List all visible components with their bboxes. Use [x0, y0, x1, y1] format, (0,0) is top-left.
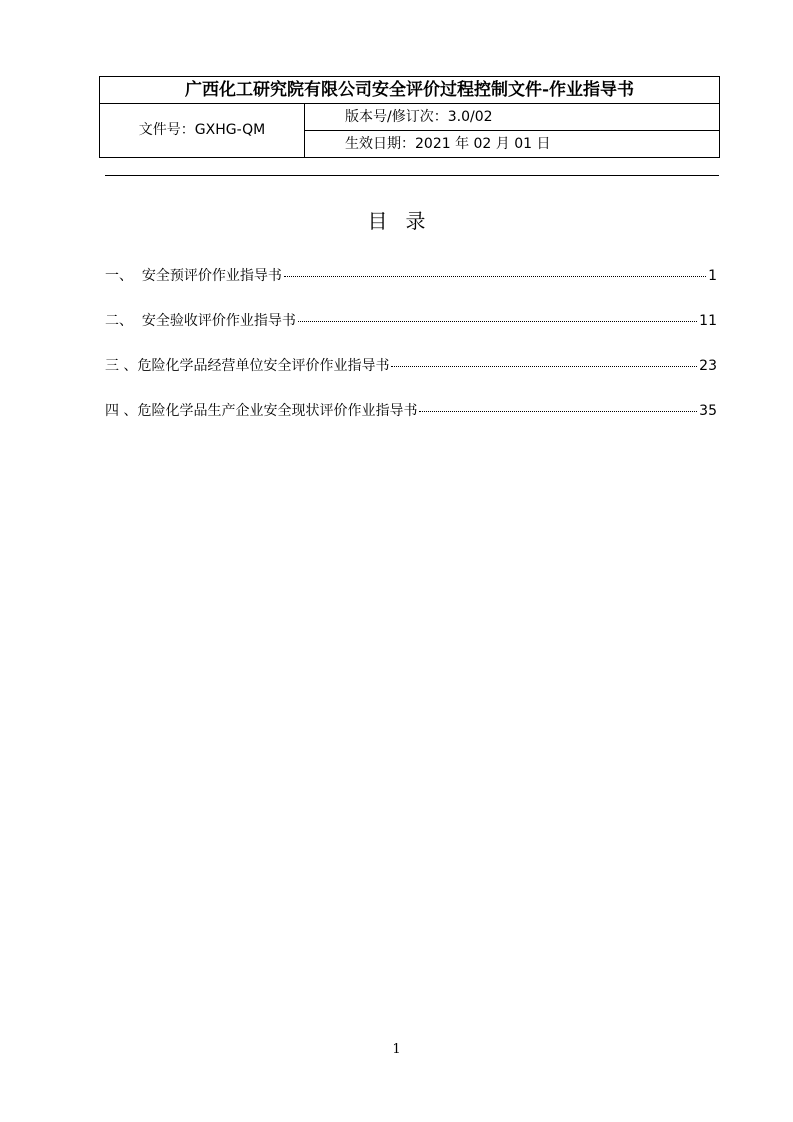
document-header-table: [99, 76, 720, 158]
toc-entry-number: 二、: [105, 313, 142, 329]
toc-entry-title: 危险化学品经营单位安全评价作业指导书: [137, 358, 390, 374]
header-divider: [105, 175, 719, 176]
effective-date: 生效日期：2021 年 02 月 01 日: [345, 136, 551, 152]
table-of-contents: [105, 264, 717, 444]
document-title: 广西化工研究院有限公司安全评价过程控制文件-作业指导书: [100, 77, 719, 104]
toc-entry-number: 一、: [105, 268, 142, 284]
toc-entry-page: 35: [699, 403, 717, 419]
toc-entry-4[interactable]: [105, 399, 717, 444]
toc-entry-number: 三 、: [105, 358, 138, 374]
toc-entry-title: 危险化学品生产企业安全现状评价作业指导书: [137, 403, 418, 419]
toc-entry-3[interactable]: [105, 354, 717, 399]
toc-dot-leader: [284, 276, 706, 277]
toc-entry-page: 11: [699, 313, 717, 329]
toc-entry-2[interactable]: [105, 309, 717, 354]
toc-entry-title: 安全预评价作业指导书: [141, 268, 282, 284]
page-number: 1: [392, 1042, 401, 1057]
toc-heading: 目录: [367, 209, 444, 233]
toc-entry-1[interactable]: [105, 264, 717, 309]
toc-entry-page: 23: [699, 358, 717, 374]
toc-entry-number: 四 、: [105, 403, 138, 419]
toc-dot-leader: [298, 321, 697, 322]
toc-entry-page: 1: [708, 268, 717, 284]
version-number: 版本号/修订次：3.0/02: [305, 104, 719, 131]
file-number: 文件号：GXHG-QM: [100, 104, 305, 157]
toc-entry-title: 安全验收评价作业指导书: [141, 313, 296, 329]
toc-dot-leader: [419, 411, 697, 412]
toc-dot-leader: [391, 366, 697, 367]
